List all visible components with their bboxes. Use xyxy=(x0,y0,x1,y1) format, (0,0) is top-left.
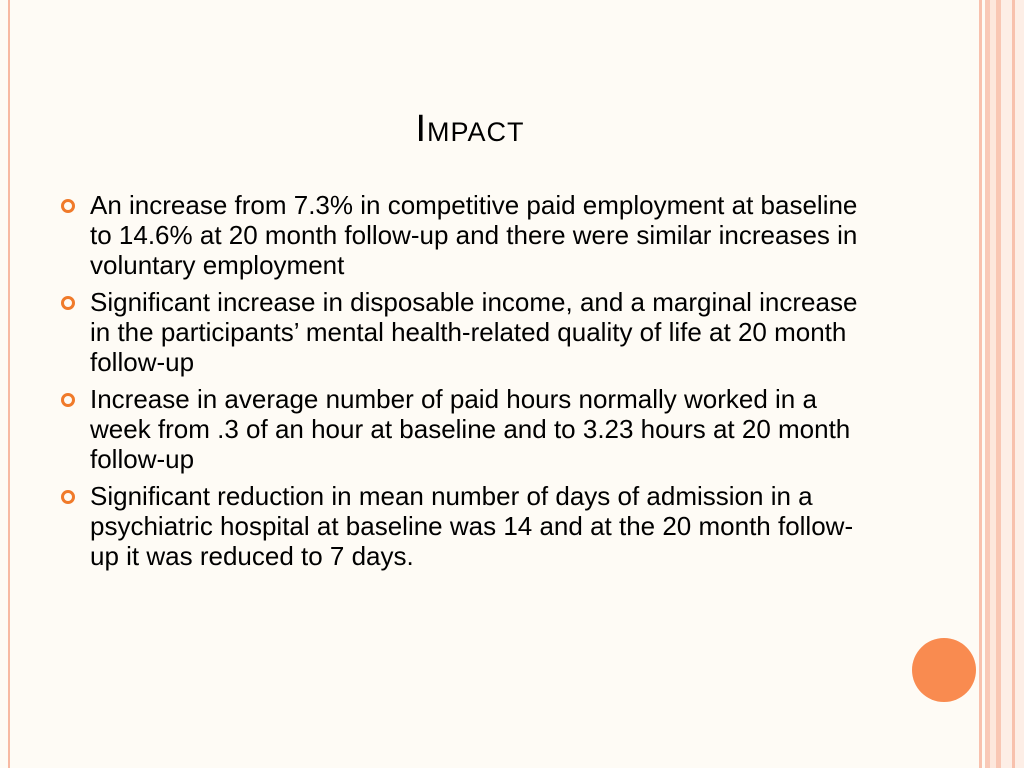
list-item xyxy=(60,287,860,377)
bullet-text: Increase in average number of paid hours normally worked in a week from .3 of an hour at baseline and to 3.23 hours at 20 month follow-up xyxy=(90,384,851,474)
right-stripe xyxy=(1015,0,1024,768)
slide-title: Impact xyxy=(415,108,525,150)
hollow-circle-bullet-icon xyxy=(61,490,75,504)
bullet-text: An increase from 7.3% in competitive paid employment at baseline to 14.6% at 20 month follow-up and there were similar increases in voluntary employment xyxy=(90,190,858,280)
list-item xyxy=(60,190,860,280)
bullet-list xyxy=(60,190,860,578)
right-stripe xyxy=(979,0,982,768)
list-item xyxy=(60,384,860,474)
hollow-circle-bullet-icon xyxy=(61,199,75,213)
right-stripe xyxy=(1001,0,1012,768)
hollow-circle-bullet-icon xyxy=(61,393,75,407)
bullet-text: Significant increase in disposable income, and a marginal increase in the participants’ mental health-related quality of life at 20 month follow-up xyxy=(90,287,858,377)
hollow-circle-bullet-icon xyxy=(61,296,75,310)
bullet-text: Significant reduction in mean number of days of admission in a psychiatric hospital at baseline was 14 and at the 20 month follow-up it was reduced to 7 days. xyxy=(90,481,854,571)
decorative-dot-icon xyxy=(912,638,976,702)
list-item xyxy=(60,481,860,571)
